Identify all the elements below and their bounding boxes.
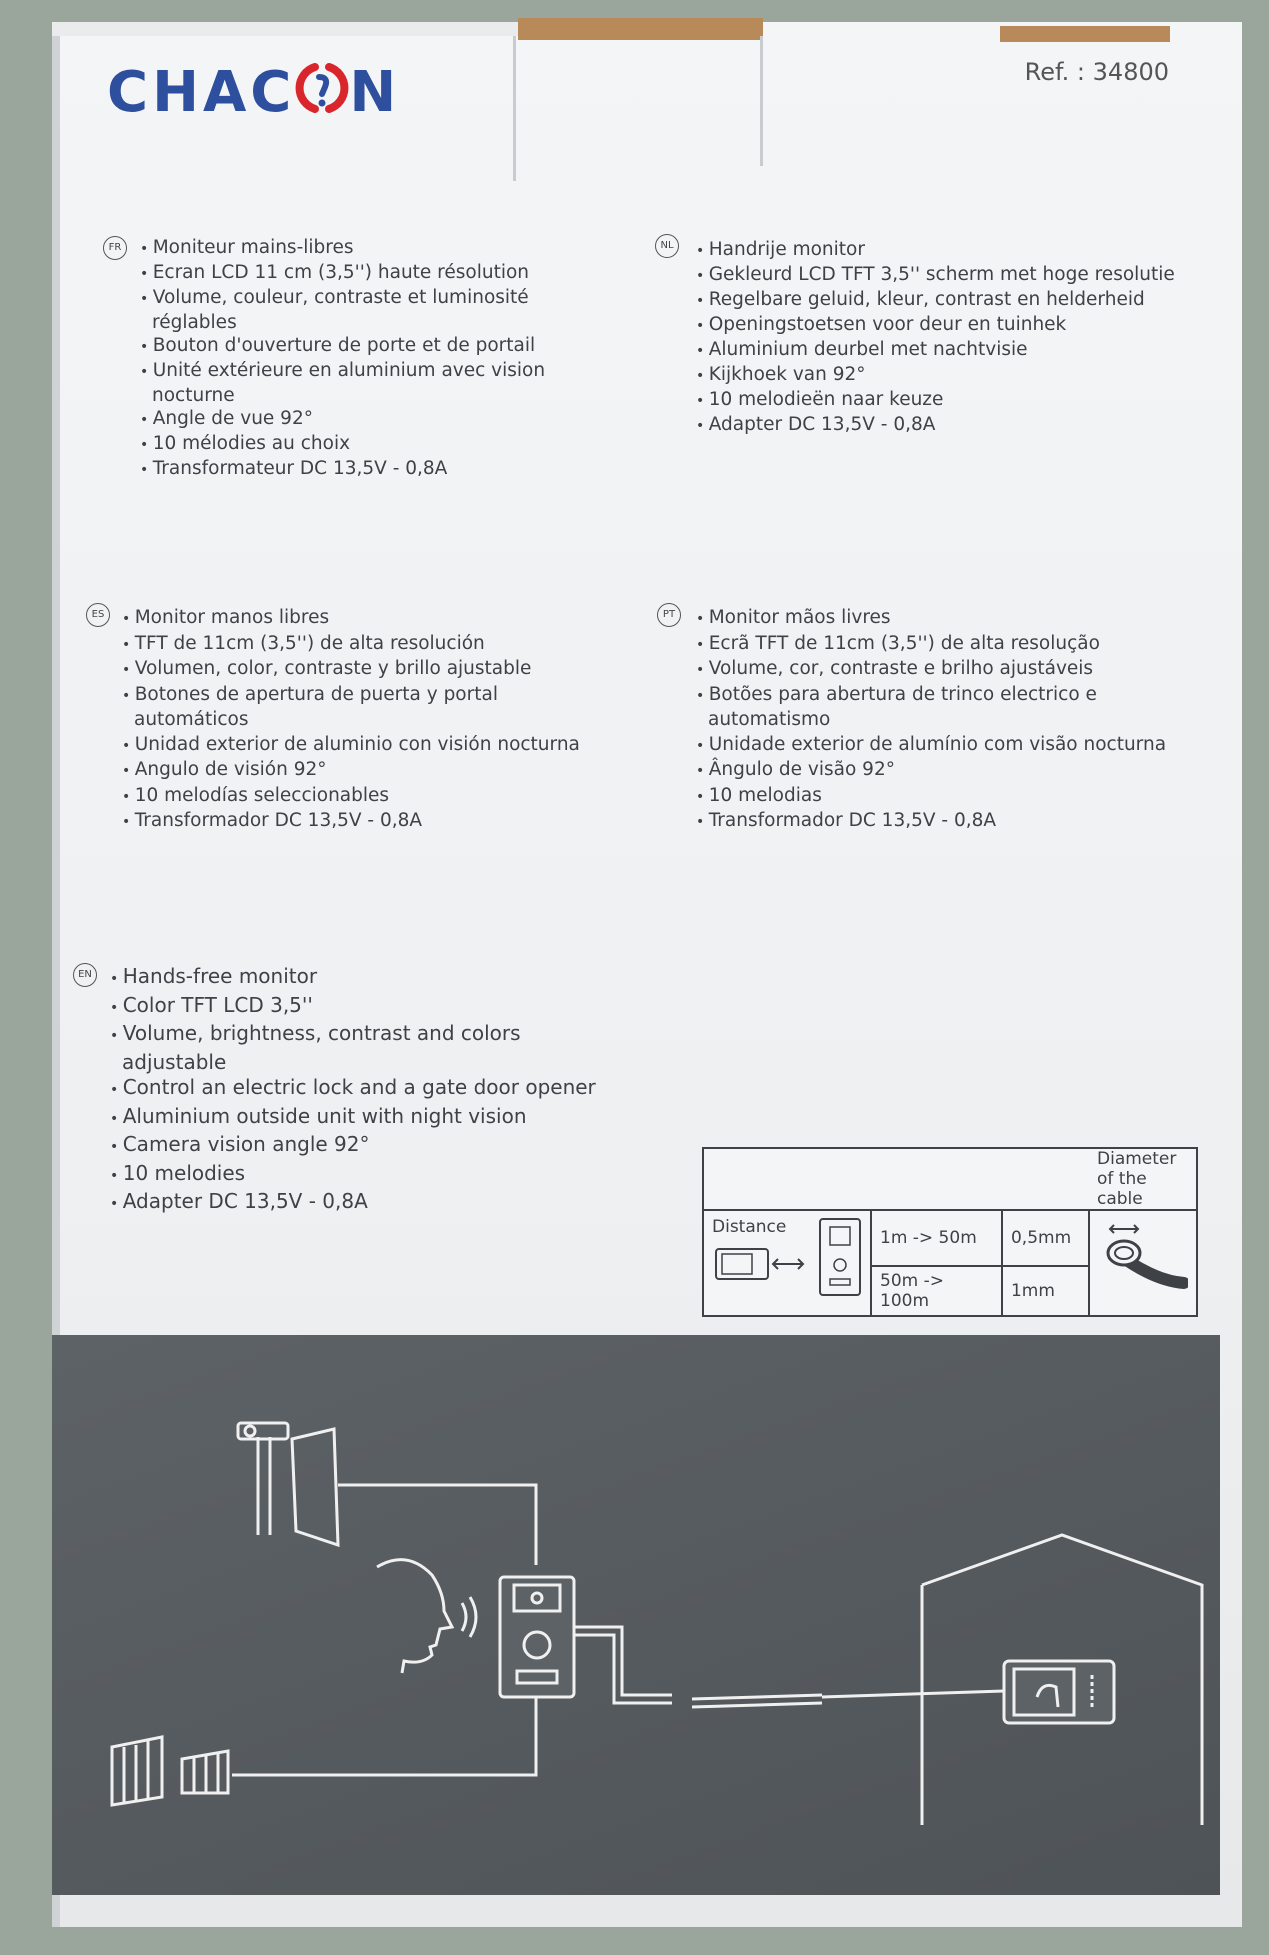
distance-range-cell: 1m -> 50m [871,1210,1002,1266]
feature-item: • Bouton d'ouverture de porte et de portail [136,334,556,359]
language-tag-en: EN [73,963,97,987]
diameter-cell: 0,5mm [1002,1210,1089,1266]
table-header: Diameter of the cable [1089,1148,1197,1210]
feature-item: • TFT de 11cm (3,5'') de alta resolución [118,632,618,658]
feature-item: • 10 mélodies au choix [136,432,556,457]
feature-item: • Angulo de visión 92° [118,758,618,784]
box-flap-left [52,22,522,36]
features-es [118,606,618,835]
installation-diagram [52,1335,1220,1895]
feature-item: • Color TFT LCD 3,5'' [106,993,596,1022]
features-pt [692,606,1192,835]
feature-item: • Kijkhoek van 92° [692,363,1182,388]
feature-item: • Aluminium deurbel met nachtvisie [692,338,1182,363]
brand-logo: CHAC N [107,60,401,125]
reference-number: Ref. : 34800 [1024,58,1169,86]
cable-icon-cell [1089,1210,1197,1316]
feature-item: • Volume, couleur, contraste et luminosité réglables [136,286,556,334]
cable-diameter-table [702,1147,1198,1317]
cable-icon [1098,1221,1188,1301]
feature-item: • Unité extérieure en aluminium avec vision nocturne [136,359,556,407]
feature-item: • Ecrã TFT de 11cm (3,5'') de alta resolução [692,632,1192,658]
feature-item: • Transformador DC 13,5V - 0,8A [692,809,1192,835]
feature-item: • Hands-free monitor [106,964,596,993]
feature-item: • Botões para abertura de trinco electrico e automatismo [692,683,1192,733]
feature-item: • Unidad exterior de aluminio con visión nocturna [118,733,618,759]
feature-item: • Volumen, color, contraste y brillo ajustable [118,657,618,683]
feature-item: • Aluminium outside unit with night vision [106,1104,596,1133]
door-icon [292,1429,338,1545]
distance-label: Distance [712,1217,787,1237]
feature-item: • Monitor manos libres [118,606,618,632]
feature-item: • Volume, cor, contraste e brilho ajustáveis [692,657,1192,683]
feature-item: • 10 melodies [106,1161,596,1190]
feature-item: • Transformador DC 13,5V - 0,8A [118,809,618,835]
box-flap-center [518,18,763,40]
feature-item: • 10 melodias [692,784,1192,810]
box-fold-line [760,36,763,166]
feature-item: • Volume, brightness, contrast and colors adjustable [106,1021,596,1075]
box-fold-line [513,36,516,181]
features-fr [136,236,556,482]
feature-item: • Unidade exterior de alumínio com visão nocturna [692,733,1192,759]
feature-item: • Regelbare geluid, kleur, contrast en helderheid [692,288,1182,313]
outdoor-unit-icon [500,1577,574,1697]
feature-item: • Ecran LCD 11 cm (3,5'') haute résolution [136,261,556,286]
feature-item: • Angle de vue 92° [136,407,556,432]
feature-item: • Adapter DC 13,5V - 0,8A [692,413,1182,438]
box-flap-right [1000,26,1170,42]
language-tag-fr: FR [103,236,127,260]
feature-item: • Adapter DC 13,5V - 0,8A [106,1189,596,1218]
feature-item: • Handrije monitor [692,238,1182,263]
distance-cell [703,1210,871,1316]
language-tag-nl: NL [655,234,679,258]
monitor-to-doorbell-icon [712,1217,862,1299]
language-tag-pt: PT [657,603,681,627]
feature-item: • 10 melodías seleccionables [118,784,618,810]
feature-item: • 10 melodieën naar keuze [692,388,1182,413]
diameter-cell: 1mm [1002,1266,1089,1316]
feature-item: • Camera vision angle 92° [106,1132,596,1161]
feature-item: • Ângulo de visão 92° [692,758,1192,784]
feature-item: • Control an electric lock and a gate door opener [106,1075,596,1104]
feature-item: • Moniteur mains-libres [136,236,556,261]
feature-item: • Monitor mãos livres [692,606,1192,632]
feature-item: • Botones de apertura de puerta y portal automáticos [118,683,618,733]
feature-item: • Gekleurd LCD TFT 3,5'' scherm met hoge resolutie [692,263,1182,288]
logo-o-icon [295,61,349,115]
features-nl [692,238,1182,438]
feature-item: • Transformateur DC 13,5V - 0,8A [136,457,556,482]
distance-range-cell: 50m -> 100m [871,1266,1002,1316]
speaking-face-icon [377,1560,452,1673]
features-en [106,964,596,1218]
installation-diagram-drawing [52,1335,1220,1895]
feature-item: • Openingstoetsen voor deur en tuinhek [692,313,1182,338]
language-tag-es: ES [86,603,110,627]
